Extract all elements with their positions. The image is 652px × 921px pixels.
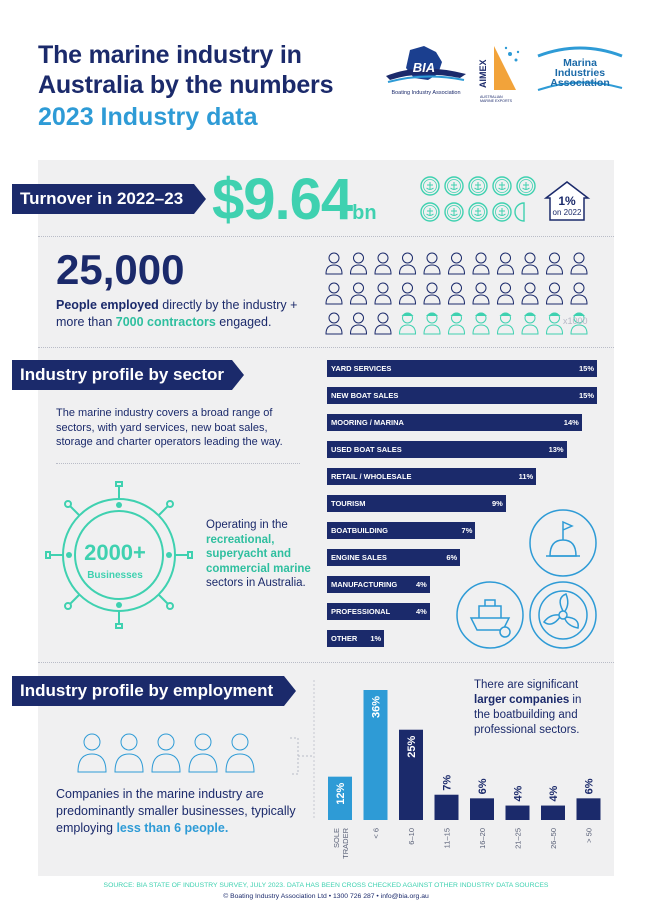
sector-bar-value: 1% bbox=[370, 634, 382, 643]
person-icon bbox=[424, 253, 440, 274]
sector-bar bbox=[327, 603, 430, 620]
sector-bar bbox=[327, 387, 597, 404]
sector-bar bbox=[327, 495, 506, 512]
sector-tag-label: Industry profile by sector bbox=[20, 365, 225, 384]
turnover-amount: $9.64 bbox=[212, 167, 353, 232]
sector-bar-label: YARD SERVICES bbox=[331, 364, 392, 373]
person-icon bbox=[473, 253, 489, 274]
anchor-coin-icon bbox=[445, 177, 463, 195]
hardhat-worker-icon bbox=[547, 313, 563, 335]
sector-bar-value: 15% bbox=[578, 391, 594, 400]
change-value: 1% bbox=[558, 194, 576, 208]
sector-bar bbox=[327, 576, 430, 593]
svg-text:AUSTRALIAN: AUSTRALIAN bbox=[480, 95, 503, 99]
employment-bar-value: 6% bbox=[477, 778, 489, 795]
person-icon bbox=[351, 313, 367, 334]
employment-bar-value: 25% bbox=[406, 735, 418, 758]
person-icon bbox=[473, 283, 489, 304]
hardhat-worker-icon bbox=[498, 313, 514, 335]
sector-bar bbox=[327, 360, 597, 377]
sector-bar-label: MOORING / MARINA bbox=[331, 418, 404, 427]
hardhat-worker-icon bbox=[522, 313, 538, 335]
employment-bar bbox=[577, 798, 601, 820]
staff-icon bbox=[78, 734, 106, 772]
operating-sectors: recreational, superyacht and commercial marine bbox=[206, 533, 311, 575]
employment-bar bbox=[541, 806, 565, 820]
employed-contractors: 7000 contractors bbox=[115, 315, 216, 329]
employed-end: engaged. bbox=[215, 315, 272, 329]
employment-desc-pre: Companies in the marine industry are predominantly smaller businesses, typically employing bbox=[56, 787, 296, 835]
employment-note bbox=[474, 678, 594, 738]
employment-bar-label: SOLETRADER bbox=[332, 828, 350, 859]
sector-bar-value: 7% bbox=[461, 526, 473, 535]
employment-bar bbox=[470, 798, 494, 820]
person-icon bbox=[498, 283, 514, 304]
person-icon bbox=[400, 253, 416, 274]
svg-text:BIA: BIA bbox=[412, 60, 436, 75]
sector-bar bbox=[327, 414, 582, 431]
employment-bar-label: > 50 bbox=[584, 828, 594, 843]
person-icon bbox=[449, 253, 465, 274]
change-badge bbox=[542, 180, 600, 222]
divider bbox=[38, 347, 614, 348]
businesses-label: Businesses bbox=[87, 570, 143, 581]
employment-bar-value: 7% bbox=[441, 774, 454, 791]
copyright: © Boating Industry Association Ltd • 1300 726 287 • info@bia.org.au bbox=[223, 893, 429, 900]
turnover-tag-label: Turnover in 2022–23 bbox=[20, 189, 184, 208]
person-icon bbox=[326, 283, 342, 304]
operating-post: sectors in Australia. bbox=[206, 577, 306, 589]
title-line-1: The marine industry in bbox=[38, 41, 302, 69]
mia-line-1: Marina bbox=[563, 57, 597, 69]
mia-line-3: Association bbox=[550, 77, 610, 89]
bracket bbox=[288, 736, 314, 776]
employment-bar-value: 6% bbox=[583, 778, 596, 795]
person-icon bbox=[375, 253, 391, 274]
anchor-coin-icon bbox=[469, 203, 487, 221]
hardhat-worker-icon bbox=[400, 313, 416, 335]
bia-logo-caption: Boating Industry Association bbox=[391, 90, 461, 96]
sector-bar bbox=[327, 441, 567, 458]
employed-bold: People employed bbox=[56, 298, 159, 312]
sector-bar-label: RETAIL / WHOLESALE bbox=[331, 472, 412, 481]
employment-note-bold: larger companies bbox=[474, 694, 570, 706]
sector-bar-label: ENGINE SALES bbox=[331, 553, 387, 562]
staff-icon bbox=[152, 734, 180, 772]
anchor-coin-icon bbox=[469, 177, 487, 195]
anchor-coins bbox=[420, 176, 540, 226]
employment-note-pre: There are significant bbox=[474, 679, 579, 691]
employment-desc-highlight: less than 6 people. bbox=[116, 821, 229, 835]
hardhat-worker-icon bbox=[424, 313, 440, 335]
businesses-number: 2000+ bbox=[84, 540, 146, 565]
employment-description bbox=[56, 786, 301, 837]
anchor-coin-icon bbox=[421, 177, 439, 195]
person-icon bbox=[375, 283, 391, 304]
anchor-coin-icon bbox=[493, 177, 511, 195]
sector-bar-value: 15% bbox=[578, 364, 594, 373]
sector-bar-label: USED BOAT SALES bbox=[331, 445, 402, 454]
title-line-2: Australia by the numbers bbox=[38, 71, 334, 99]
sector-bar bbox=[327, 522, 475, 539]
source-note: SOURCE: BIA STATE OF INDUSTRY SURVEY, JULY 2023. DATA HAS BEEN CROSS CHECKED AGAINST OTHER INDUSTRY DATA SOURCES bbox=[103, 882, 549, 889]
buoy-flag-icon bbox=[528, 508, 598, 578]
sector-bar-value: 6% bbox=[446, 553, 458, 562]
person-icon bbox=[424, 283, 440, 304]
divider bbox=[38, 236, 614, 237]
sector-bar-label: OTHER bbox=[331, 634, 358, 643]
sector-bar-value: 4% bbox=[415, 580, 427, 589]
turnover-unit: bn bbox=[352, 202, 377, 224]
person-icon bbox=[522, 253, 538, 274]
sector-bar-value: 11% bbox=[518, 472, 534, 481]
person-icon bbox=[375, 313, 391, 334]
person-icon bbox=[400, 283, 416, 304]
employment-tag-label: Industry profile by employment bbox=[20, 681, 274, 700]
sector-bar-label: BOATBUILDING bbox=[331, 526, 388, 535]
employment-bar-label: < 6 bbox=[371, 828, 381, 839]
staff-icon bbox=[189, 734, 217, 772]
sector-bar-label: TOURISM bbox=[331, 499, 366, 508]
mia-line-2: Industries bbox=[554, 67, 606, 79]
employment-note-post: in the boatbuilding and professional sectors. bbox=[474, 694, 582, 736]
sector-bar-label: MANUFACTURING bbox=[331, 580, 398, 589]
svg-text:MARINE EXPORTS: MARINE EXPORTS bbox=[480, 99, 513, 103]
people-grid bbox=[322, 248, 590, 338]
mia-logo bbox=[530, 46, 630, 96]
ship-gear-icon bbox=[455, 580, 525, 650]
svg-text:AIMEX: AIMEX bbox=[478, 59, 488, 88]
person-icon bbox=[351, 253, 367, 274]
page-title bbox=[38, 40, 333, 100]
staff-icon bbox=[226, 734, 254, 772]
employed-mid: directly by the industry + more than bbox=[56, 298, 298, 329]
person-icon bbox=[547, 253, 563, 274]
change-label: on 2022 bbox=[552, 208, 582, 217]
divider bbox=[38, 662, 614, 663]
hardhat-worker-icon bbox=[473, 313, 489, 335]
sector-bar-value: 4% bbox=[415, 607, 427, 616]
sector-bar bbox=[327, 630, 384, 647]
employment-bar-label: 26–50 bbox=[549, 828, 558, 849]
person-icon bbox=[571, 283, 587, 304]
turnover-tag-arrow bbox=[194, 184, 206, 214]
staff-icons bbox=[72, 730, 262, 774]
sector-bar-value: 14% bbox=[563, 418, 579, 427]
person-icon bbox=[449, 283, 465, 304]
aimex-logo bbox=[476, 42, 524, 104]
employment-bar-value: 4% bbox=[512, 785, 525, 802]
bia-logo bbox=[380, 44, 472, 102]
person-icon bbox=[522, 283, 538, 304]
person-icon bbox=[547, 283, 563, 304]
employment-bar-label: 11–15 bbox=[442, 828, 452, 849]
employment-tag bbox=[12, 676, 284, 706]
employment-bar-value: 4% bbox=[548, 785, 560, 802]
sector-bar-value: 13% bbox=[548, 445, 564, 454]
sector-bar-label: NEW BOAT SALES bbox=[331, 391, 399, 400]
employment-bar-label: 6–10 bbox=[407, 828, 416, 845]
sector-description: The marine industry covers a broad range of sectors, with yard services, new boat sales, storage and charter operators leading the way. bbox=[56, 407, 283, 448]
hardhat-worker-icon bbox=[449, 313, 465, 335]
operating-pre: Operating in the bbox=[206, 519, 288, 531]
sector-bar-label: PROFESSIONAL bbox=[331, 607, 391, 616]
propeller-icon bbox=[528, 580, 598, 650]
anchor-coin-icon bbox=[421, 203, 439, 221]
employment-bar-label: 16–20 bbox=[478, 828, 487, 849]
sector-bar-value: 9% bbox=[491, 499, 503, 508]
anchor-coin-icon bbox=[517, 177, 535, 195]
employment-bar-label: 21–25 bbox=[513, 828, 523, 849]
employment-bar-value: 12% bbox=[335, 782, 347, 805]
person-icon bbox=[498, 253, 514, 274]
divider bbox=[56, 463, 300, 464]
sector-bar bbox=[327, 468, 536, 485]
employed-number: 25,000 bbox=[56, 246, 185, 293]
employed-description bbox=[56, 297, 316, 331]
employment-tag-arrow bbox=[284, 676, 296, 706]
sector-tag-arrow bbox=[232, 360, 244, 390]
person-icon bbox=[326, 253, 342, 274]
sector-bar bbox=[327, 549, 460, 566]
anchor-coin-icon bbox=[493, 203, 511, 221]
anchor-coin-icon bbox=[445, 203, 463, 221]
person-icon bbox=[351, 283, 367, 304]
turnover-tag bbox=[12, 184, 194, 214]
staff-icon bbox=[115, 734, 143, 772]
scale-label: x1000 bbox=[563, 316, 588, 326]
page-subtitle: 2023 Industry data bbox=[38, 103, 258, 131]
employment-bar-value: 36% bbox=[370, 696, 383, 719]
person-icon bbox=[326, 313, 342, 334]
person-icon bbox=[571, 253, 587, 274]
employment-bar bbox=[435, 795, 459, 820]
sector-tag bbox=[12, 360, 232, 390]
anchor-coin-icon bbox=[515, 203, 524, 221]
operating-text bbox=[206, 518, 316, 591]
employment-bar bbox=[506, 806, 530, 820]
